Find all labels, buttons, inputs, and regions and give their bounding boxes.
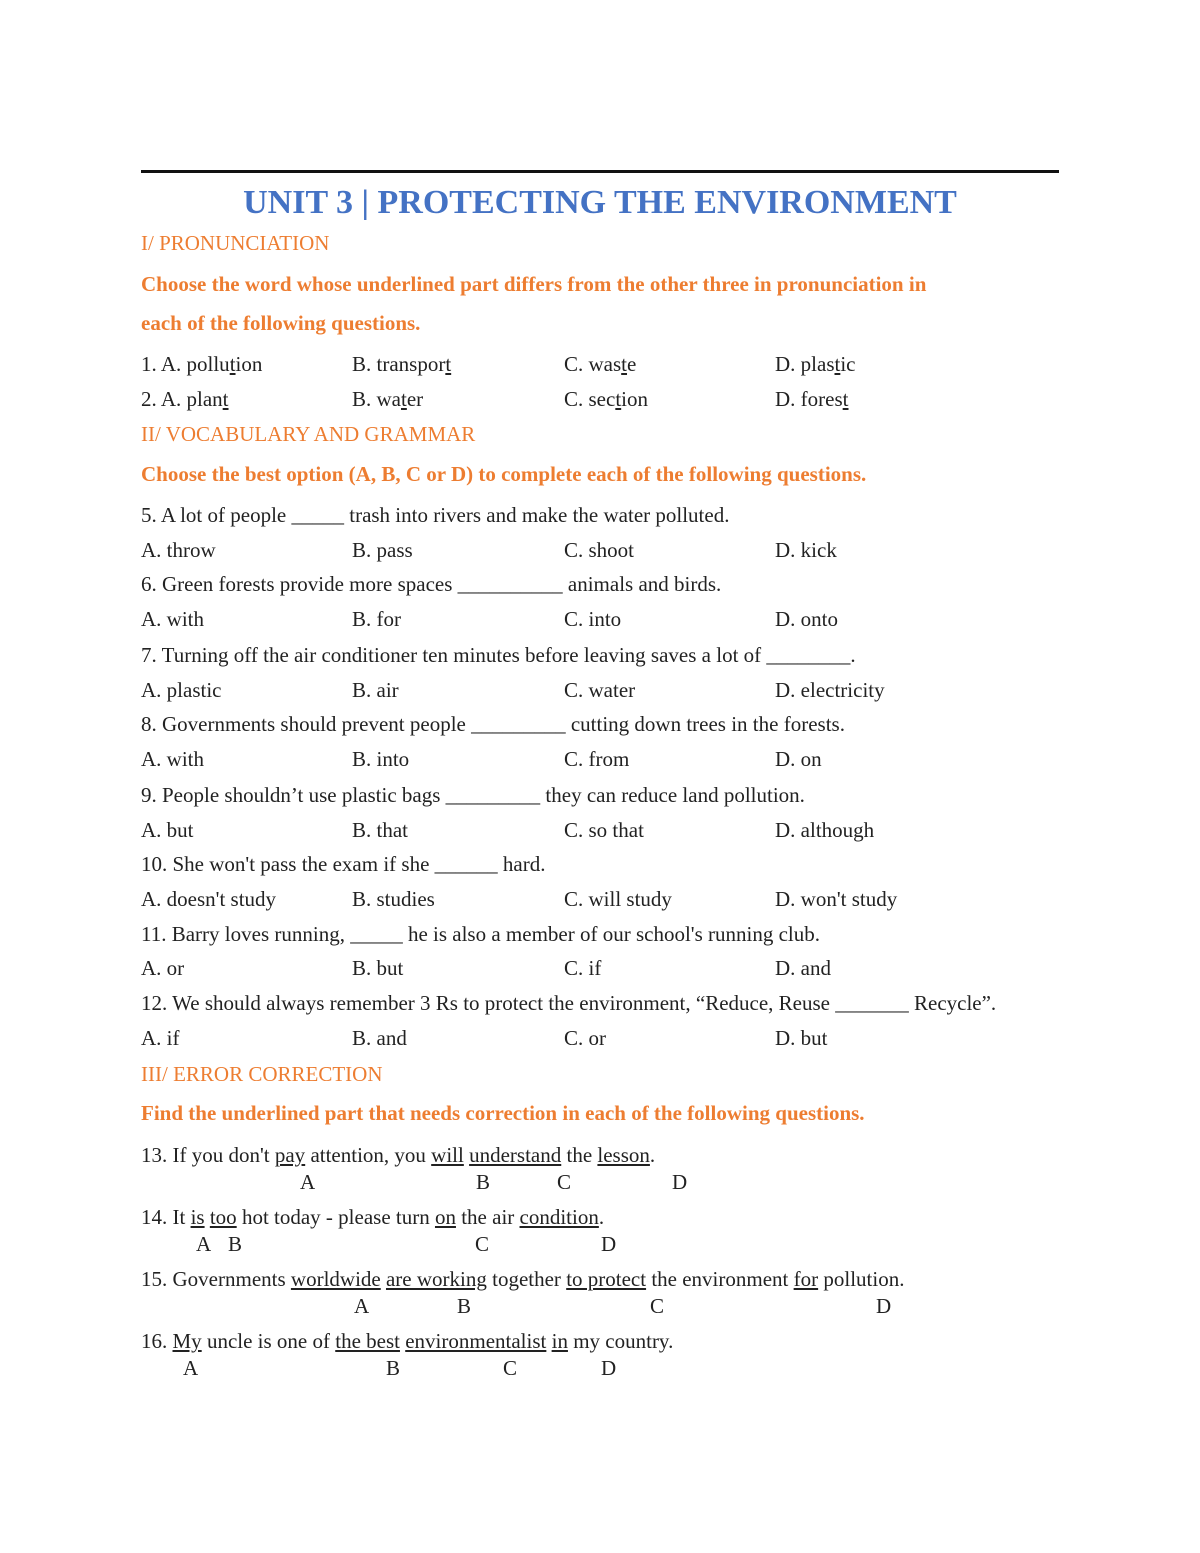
q13-letter-a: A <box>300 1170 316 1194</box>
q5-option-d: D. kick <box>775 538 837 562</box>
q14-letter-b: B <box>228 1232 243 1256</box>
question-12: 12. We should always remember 3 Rs to protect the environment, “Reduce, Reuse _______ Recycle”. <box>141 991 997 1015</box>
q12-option-a: A. if <box>141 1026 180 1050</box>
page-title: UNIT 3 | PROTECTING THE ENVIRONMENT <box>243 184 957 221</box>
q11-option-b: B. but <box>352 956 404 980</box>
section-heading-error-correction: III/ ERROR CORRECTION <box>141 1062 383 1086</box>
q13-letter-d: D <box>672 1170 688 1194</box>
q2-option-a: 2. A. plant <box>141 387 229 411</box>
question-16-letters <box>0 1356 1200 1380</box>
q12-option-b: B. and <box>352 1026 407 1050</box>
question-1 <box>141 352 1041 376</box>
q9-option-c: C. so that <box>564 818 644 842</box>
question-11-options <box>141 956 1041 980</box>
q1-option-c: C. waste <box>564 352 637 376</box>
q1-option-d: D. plastic <box>775 352 856 376</box>
question-5: 5. A lot of people _____ trash into rivers and make the water polluted. <box>141 503 730 527</box>
q7-option-a: A. plastic <box>141 678 222 702</box>
q15-letter-c: C <box>650 1294 665 1318</box>
q10-option-a: A. doesn't study <box>141 887 277 911</box>
question-11: 11. Barry loves running, _____ he is also a member of our school's running club. <box>141 922 820 946</box>
q12-option-d: D. but <box>775 1026 828 1050</box>
q10-option-d: D. won't study <box>775 887 898 911</box>
question-6-options <box>141 607 1041 631</box>
question-9: 9. People shouldn’t use plastic bags _________ they can reduce land pollution. <box>141 783 805 807</box>
q16-letter-c: C <box>503 1356 518 1380</box>
question-7: 7. Turning off the air conditioner ten minutes before leaving saves a lot of ________. <box>141 643 856 667</box>
q7-option-c: C. water <box>564 678 636 702</box>
question-2 <box>141 387 1041 411</box>
q13-letter-c: C <box>557 1170 572 1194</box>
q8-option-d: D. on <box>775 747 822 771</box>
instruction-error-correction: Find the underlined part that needs correction in each of the following questions. <box>141 1101 865 1125</box>
q5-option-c: C. shoot <box>564 538 635 562</box>
question-14: 14. It is too hot today - please turn on the air condition. <box>141 1205 605 1229</box>
question-12-options <box>141 1026 1041 1050</box>
q11-option-a: A. or <box>141 956 185 980</box>
question-13: 13. If you don't pay attention, you will understand the lesson. <box>141 1143 656 1167</box>
q15-letter-a: A <box>354 1294 370 1318</box>
q9-option-d: D. although <box>775 818 875 842</box>
q15-letter-b: B <box>457 1294 472 1318</box>
question-6: 6. Green forests provide more spaces __________ animals and birds. <box>141 572 722 596</box>
q2-option-b: B. water <box>352 387 424 411</box>
question-10-options <box>141 887 1041 911</box>
q9-option-b: B. that <box>352 818 408 842</box>
question-8-options <box>141 747 1041 771</box>
question-5-options <box>141 538 1041 562</box>
q9-option-a: A. but <box>141 818 194 842</box>
top-rule <box>141 170 1059 173</box>
q16-letter-a: A <box>183 1356 199 1380</box>
section-heading-vocabulary: II/ VOCABULARY AND GRAMMAR <box>141 422 476 446</box>
q8-option-c: C. from <box>564 747 630 771</box>
q15-letter-d: D <box>876 1294 892 1318</box>
q6-option-c: C. into <box>564 607 622 631</box>
q10-option-c: C. will study <box>564 887 672 911</box>
question-10: 10. She won't pass the exam if she ______ hard. <box>141 852 546 876</box>
q14-letter-a: A <box>196 1232 212 1256</box>
question-13-letters <box>0 1170 1200 1194</box>
q5-option-b: B. pass <box>352 538 413 562</box>
q1-option-b: B. transport <box>352 352 452 376</box>
instruction-pronunciation-line2: each of the following questions. <box>141 311 421 335</box>
q10-option-b: B. studies <box>352 887 435 911</box>
question-9-options <box>141 818 1041 842</box>
q2-option-c: C. section <box>564 387 649 411</box>
q16-letter-d: D <box>601 1356 617 1380</box>
q1-option-a: 1. A. pollution <box>141 352 263 376</box>
q13-letter-b: B <box>476 1170 491 1194</box>
q11-option-d: D. and <box>775 956 831 980</box>
question-16: 16. My uncle is one of the best environmentalist in my country. <box>141 1329 674 1353</box>
q7-option-d: D. electricity <box>775 678 885 702</box>
q5-option-a: A. throw <box>141 538 216 562</box>
q11-option-c: C. if <box>564 956 602 980</box>
q16-letter-b: B <box>386 1356 401 1380</box>
question-15-letters <box>0 1294 1200 1318</box>
q7-option-b: B. air <box>352 678 399 702</box>
question-14-letters <box>0 1232 1200 1256</box>
instruction-vocabulary: Choose the best option (A, B, C or D) to complete each of the following questions. <box>141 462 867 486</box>
question-8: 8. Governments should prevent people _________ cutting down trees in the forests. <box>141 712 845 736</box>
q8-option-b: B. into <box>352 747 410 771</box>
question-15: 15. Governments worldwide are working together to protect the environment for pollution. <box>141 1267 905 1291</box>
question-7-options <box>141 678 1041 702</box>
q2-option-d: D. forest <box>775 387 849 411</box>
q8-option-a: A. with <box>141 747 204 771</box>
q6-option-b: B. for <box>352 607 401 631</box>
q12-option-c: C. or <box>564 1026 606 1050</box>
q6-option-a: A. with <box>141 607 204 631</box>
q6-option-d: D. onto <box>775 607 838 631</box>
q14-letter-c: C <box>475 1232 490 1256</box>
q14-letter-d: D <box>601 1232 617 1256</box>
section-heading-pronunciation: I/ PRONUNCIATION <box>141 231 330 255</box>
instruction-pronunciation-line1: Choose the word whose underlined part differs from the other three in pronunciation in <box>141 272 927 296</box>
